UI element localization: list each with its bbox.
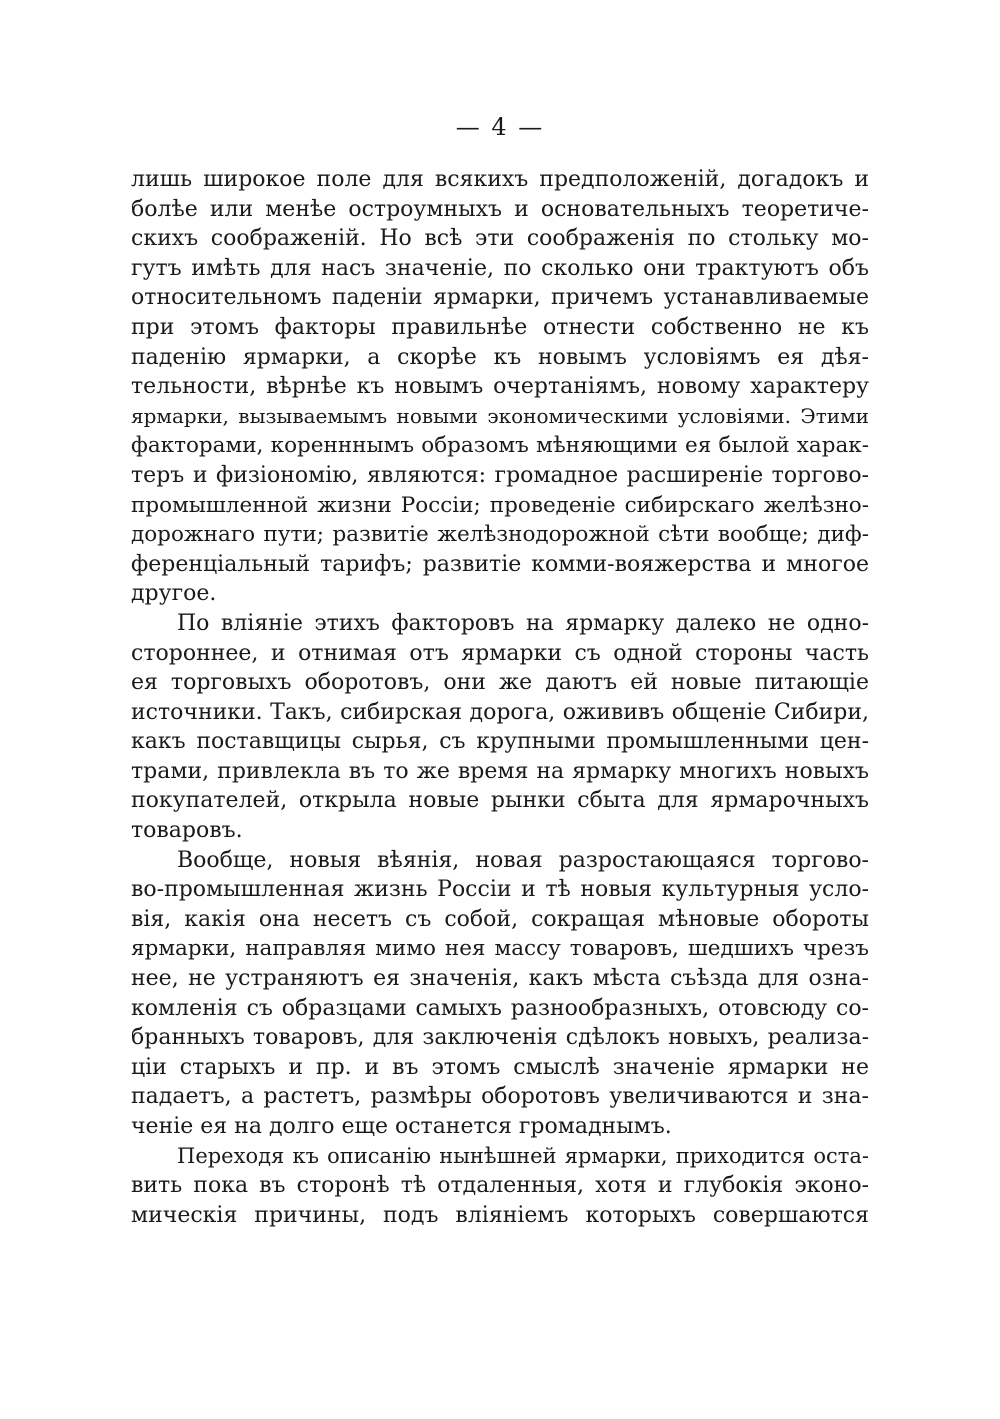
text-line: теръ и физіономію, являются: громадное расширеніе торгово- <box>131 462 869 488</box>
text-line: комленія съ образцами самыхъ разнообразныхъ, отовсюду со- <box>131 995 869 1021</box>
text-line: ференціальный тарифъ; развитіе комми-вояжерства и многое <box>131 551 869 577</box>
text-line: паденію ярмарки, а скорѣе къ новымъ условіямъ ея дѣя- <box>131 344 869 370</box>
text-line: источники. Такъ, сибирская дорога, ожививъ общеніе Сибири, <box>131 699 869 725</box>
text-line: какъ поставщицы сырья, съ крупными промышленными цен- <box>131 729 869 755</box>
text-line: бранныхъ товаровъ, для заключенія сдѣлокъ новыхъ, реализа- <box>131 1025 869 1051</box>
text-line: вить пока въ сторонѣ тѣ отдаленныя, хотя и глубокія эконо- <box>131 1173 869 1199</box>
text-line: мическія причины, подъ вліяніемъ которыхъ совершаются <box>131 1202 869 1228</box>
text-line: По вліяніе этихъ факторовъ на ярмарку далеко не одно- <box>177 610 869 636</box>
text-line: покупателей, открыла новые рынки сбыта для ярмарочныхъ <box>131 788 869 814</box>
text-line: товаровъ. <box>131 818 243 844</box>
text-line: относительномъ паденіи ярмарки, причемъ устанавливаемые <box>131 285 869 311</box>
text-line: Вообще, новыя вѣянія, новая разростающаяся торгово- <box>177 847 869 873</box>
text-line: ея торговыхъ оборотовъ, они же даютъ ей новые питающіе <box>131 670 869 696</box>
text-line: вія, какія она несетъ съ собой, сокращая мѣновые обороты <box>131 906 869 932</box>
text-line: при этомъ факторы правильнѣе отнести собственно не къ <box>131 314 869 340</box>
text-line: скихъ соображеній. Но всѣ эти соображенія по стольку мо- <box>131 226 869 252</box>
text-line: нее, не устраняютъ ея значенія, какъ мѣста съѣзда для озна- <box>131 966 869 992</box>
text-line: ченіе ея на долго еще останется громаднымъ. <box>131 1114 672 1139</box>
text-line: падаетъ, а растетъ, размѣры оборотовъ увеличиваются и зна- <box>131 1084 869 1110</box>
text-line: дорожнаго пути; развитіе желѣзнодорожной сѣти вообще; диф- <box>131 522 869 548</box>
page-number: — 4 — <box>455 113 545 141</box>
text-line: Переходя къ описанію нынѣшней ярмарки, приходится оста- <box>177 1143 869 1168</box>
paragraph-4 <box>131 1142 869 1231</box>
text-line: ярмарки, направляя мимо нея массу товаровъ, шедшихъ чрезъ <box>131 936 869 962</box>
text-line: тельности, вѣрнѣе къ новымъ очертаніямъ, новому характеру <box>131 374 869 400</box>
text-line: ярмарки, вызываемымъ новыми экономическими условіями. Этими <box>131 403 869 428</box>
text-line: трами, привлекла въ то же время на ярмарку многихъ новыхъ <box>131 758 869 784</box>
text-line: другое. <box>131 581 217 607</box>
text-line: гутъ имѣть для насъ значеніе, по сколько они трактуютъ объ <box>131 255 869 281</box>
text-line: факторами, коренннымъ образомъ мѣняющими ея былой харак- <box>131 433 869 459</box>
paragraph-3 <box>131 846 869 1142</box>
body-text <box>131 165 869 1230</box>
text-line: болѣе или менѣе остроумныхъ и основательныхъ теоретиче- <box>131 196 869 222</box>
paragraph-2 <box>131 609 869 846</box>
text-line: ціи старыхъ и пр. и въ этомъ смыслѣ значеніе ярмарки не <box>131 1054 869 1080</box>
text-line: стороннее, и отнимая отъ ярмарки съ одной стороны часть <box>131 640 869 666</box>
text-line: во-промышленная жизнь Россіи и тѣ новыя культурныя усло- <box>131 877 869 903</box>
text-line: промышленной жизни Россіи; проведеніе сибирскаго желѣзно- <box>131 492 869 518</box>
paragraph-1 <box>131 165 869 609</box>
text-line: лишь широкое поле для всякихъ предположеній, догадокъ и <box>131 167 869 192</box>
